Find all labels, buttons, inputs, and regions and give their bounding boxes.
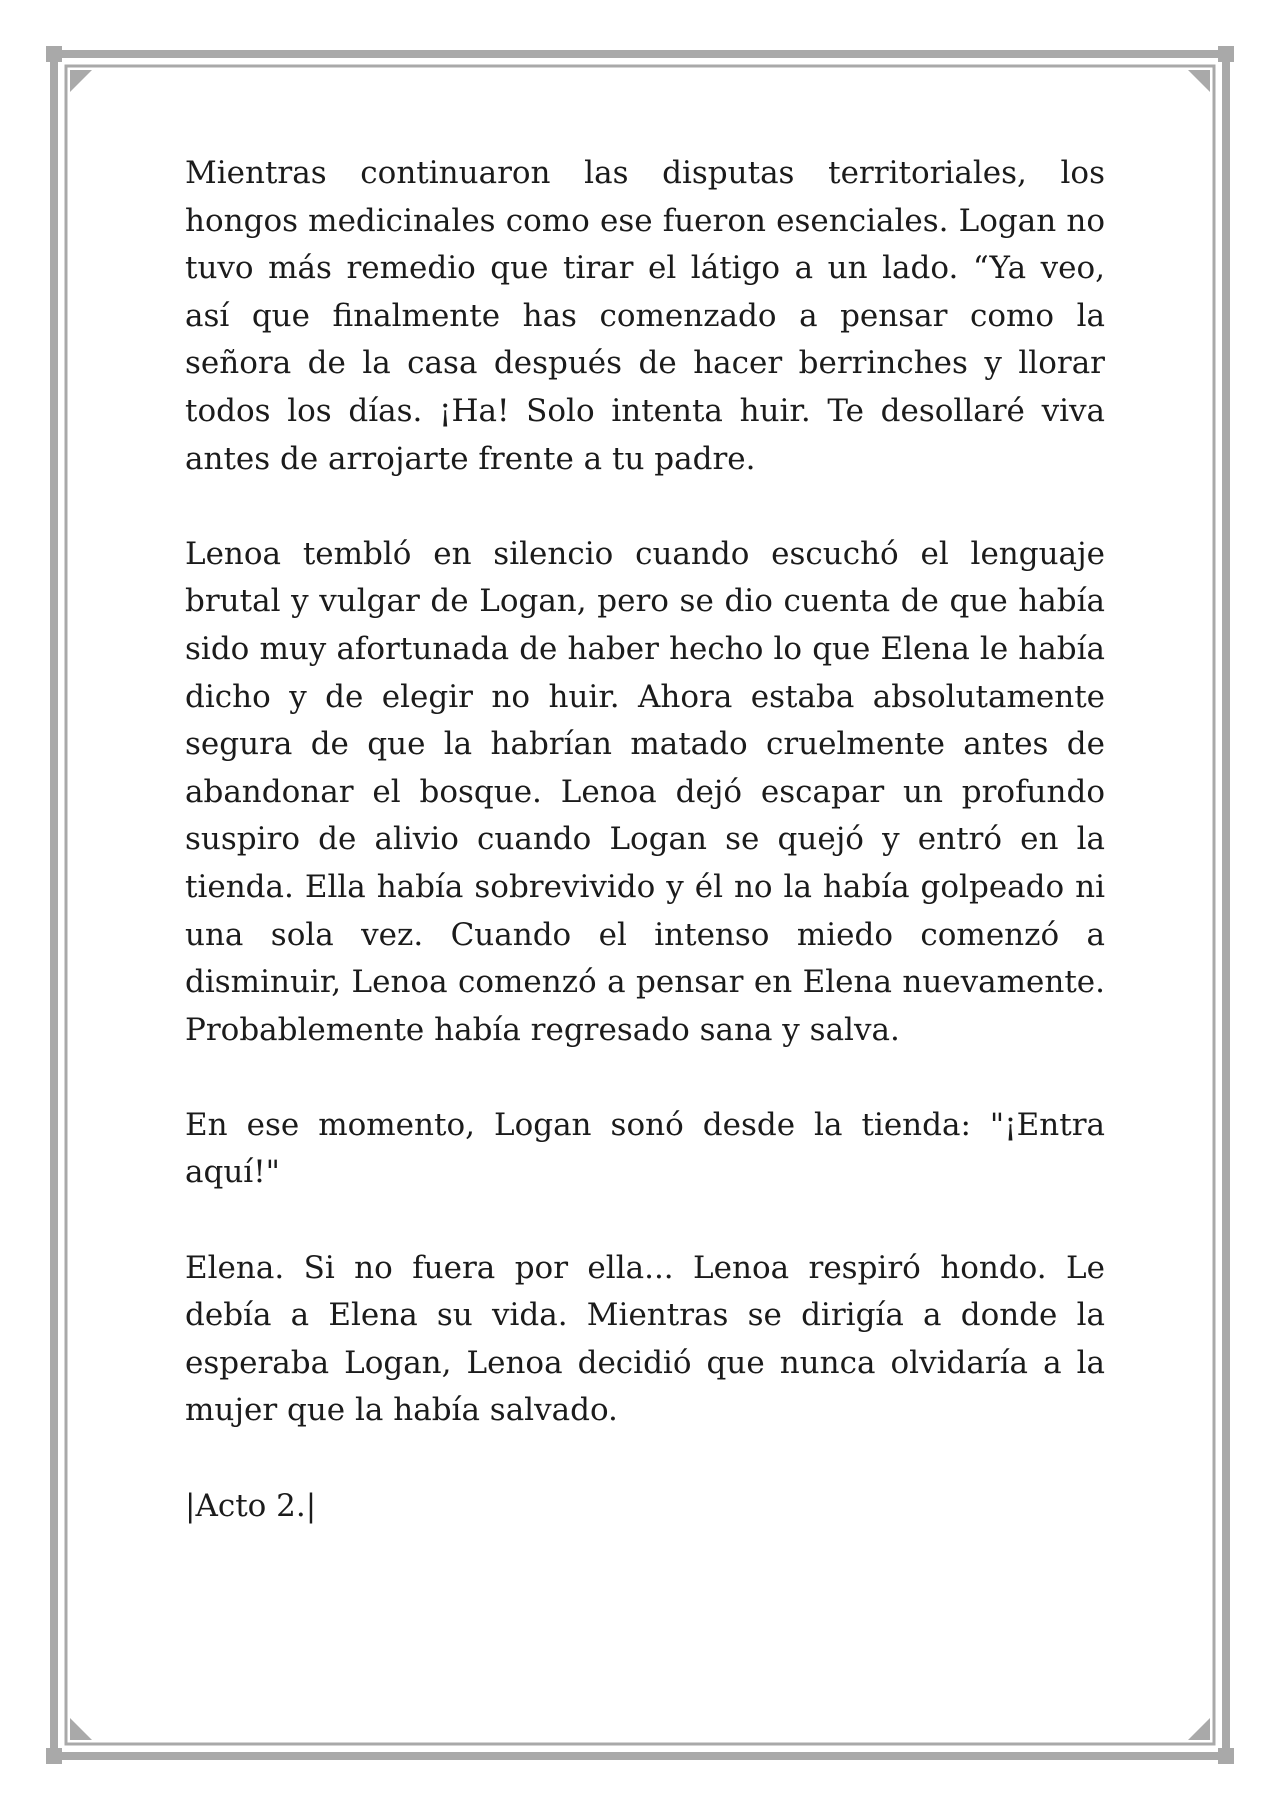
document-body: [185, 150, 1105, 1578]
section-marker: |Acto 2.|: [185, 1487, 317, 1524]
paragraph: Elena. Si no fuera por ella... Lenoa respiró hondo. Le debía a Elena su vida. Mientras se dirigía a donde la esperaba Logan, Lenoa decidió que nunca olvidaría a la mujer que la había salvado.: [185, 1249, 1105, 1429]
paragraph: Lenoa tembló en silencio cuando escuchó el lenguaje brutal y vulgar de Logan, pero se dio cuenta de que había sido muy afortunada de haber hecho lo que Elena le había dicho y de elegir no huir. Ahora estaba absolutamente segura de que la habrían matado cruelmente antes de abandonar el bosque. Lenoa dejó escapar un profundo suspiro de alivio cuando Logan se quejó y entró en la tienda. Ella había sobrevivido y él no la había golpeado ni una sola vez. Cuando el intenso miedo comenzó a disminuir, Lenoa comenzó a pensar en Elena nuevamente. Probablemente había regresado sana y salva.: [185, 535, 1105, 1048]
paragraph: En ese momento, Logan sonó desde la tienda: "¡Entra aquí!": [185, 1106, 1105, 1191]
paragraph: Mientras continuaron las disputas territoriales, los hongos medicinales como ese fueron esenciales. Logan no tuvo más remedio que tirar el látigo a un lado. “Ya veo, así que finalmente has comenzado a pensar como la señora de la casa después de hacer berrinches y llorar todos los días. ¡Ha! Solo intenta huir. Te desollaré viva antes de arrojarte frente a tu padre.: [185, 155, 1105, 477]
